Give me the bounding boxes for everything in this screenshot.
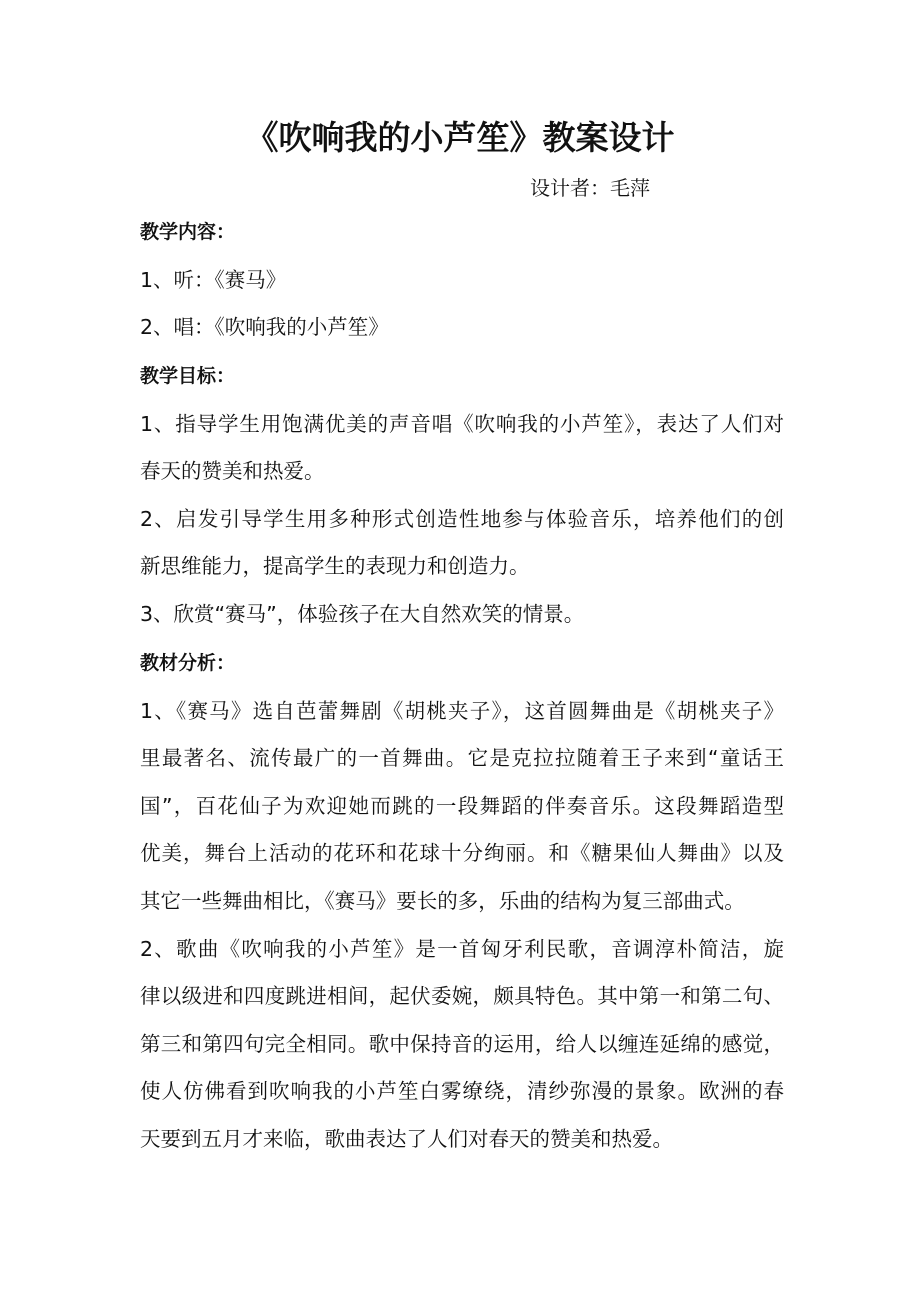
section-heading: 教学目标： [140,365,236,387]
paragraph-line: 1、《赛马》选自芭蕾舞剧《胡桃夹子》，这首圆舞曲是《胡桃夹子》 [140,698,784,723]
paragraph-line: 新思维能力，提高学生的表现力和创造力。 [140,554,530,579]
paragraph-line: 使人仿佛看到吹响我的小芦笙白雾缭绕，清纱弥漫的景象。欧洲的春 [140,1079,784,1104]
content-item: 1、听：《赛马》 [140,267,287,292]
paragraph-line: 2、启发引导学生用多种形式创造性地参与体验音乐，培养他们的创 [140,506,784,531]
teaching-goals-section [140,353,784,639]
paragraph-line: 国”，百花仙子为欢迎她而跳的一段舞蹈的伴奏音乐。这段舞蹈造型 [140,793,784,818]
section-heading: 教学内容： [140,221,236,243]
section-heading: 教材分析： [140,652,236,674]
teaching-content-section [140,209,784,352]
paragraph-line: 春天的赞美和热爱。 [140,459,325,484]
document-title: 《吹响我的小芦笙》教案设计 [245,118,675,157]
paragraph-line: 天要到五月才来临，歌曲表达了人们对春天的赞美和热爱。 [140,1126,673,1151]
author-line: 设计者：毛萍 [530,176,650,200]
paragraph-line: 律以级进和四度跳进相间，起伏委婉，颇具特色。其中第一和第二句、 [140,984,784,1009]
material-analysis-section [140,640,784,1164]
paragraph-line: 1、指导学生用饱满优美的声音唱《吹响我的小芦笙》，表达了人们对 [140,411,784,436]
paragraph-line: 里最著名、流传最广的一首舞曲。它是克拉拉随着王子来到“童话王 [140,746,784,771]
paragraph-line: 第三和第四句完全相同。歌中保持音的运用，给人以缠连延绵的感觉， [140,1031,784,1056]
content-item: 2、唱：《吹响我的小芦笙》 [140,315,389,340]
paragraph-line: 优美，舞台上活动的花环和花球十分绚丽。和《糖果仙人舞曲》以及 [140,841,784,866]
paragraph-line: 其它一些舞曲相比，《赛马》要长的多，乐曲的结构为复三部曲式。 [140,888,745,913]
paragraph-line: 2、歌曲《吹响我的小芦笙》是一首匈牙利民歌，音调淳朴简洁，旋 [140,936,784,961]
paragraph-line: 3、欣赏“赛马”，体验孩子在大自然欢笑的情景。 [140,601,585,626]
